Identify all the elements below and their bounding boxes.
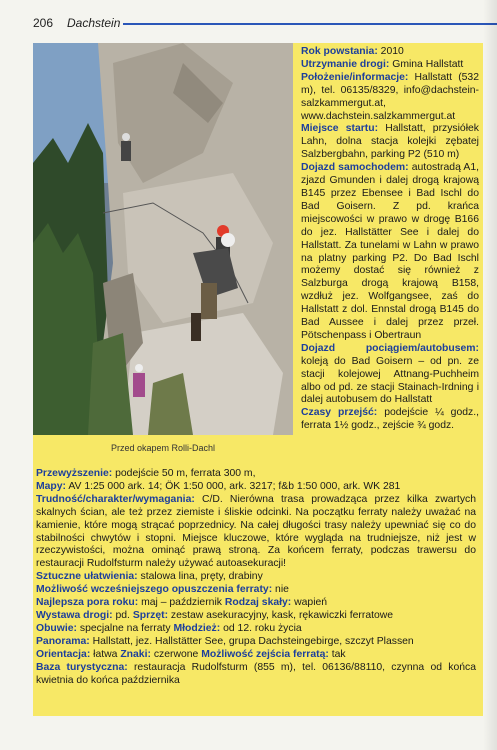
info-footwear-youth <box>36 623 476 636</box>
label: Rok powstania: <box>301 46 378 57</box>
info-elevation <box>36 468 476 481</box>
page-number: 206 <box>33 16 54 30</box>
label: Młodzież: <box>173 622 221 634</box>
value: restauracja Rudolfsturm (855 m), tel. 06136/88110, czynna od końca kwietnia do końca października <box>36 661 476 686</box>
label: Utrzymanie drogi: <box>301 58 390 70</box>
label: Obuwie: <box>36 622 77 634</box>
value: AV 1:25 000 ark. 14; ÖK 1:50 000, ark. 3217; f&b 1:50 000, ark. WK 281 <box>66 480 401 492</box>
right-info-column <box>301 46 479 433</box>
value: czerwone <box>150 648 202 660</box>
page-edge-shadow <box>483 0 497 750</box>
info-panel <box>33 43 483 716</box>
value: nie <box>272 584 289 596</box>
value: koleją do Bad Goisern – od pn. ze stacji kolejowej Attnang-Puchheim albo od pd. ze stacji Stainach-Irdning i dalej autobusem do Hallstatt <box>301 355 479 406</box>
header-rule <box>123 23 497 25</box>
label: Sprzęt: <box>132 609 169 621</box>
label: Wystawa drogi: <box>36 609 113 621</box>
value: pd. <box>112 609 133 621</box>
value: łatwa <box>90 648 121 660</box>
rock-face-illustration <box>33 43 293 435</box>
info-train-access <box>301 343 479 408</box>
label: Trudność/charakter/wymagania: <box>36 493 195 505</box>
info-exposure-gear <box>36 610 476 623</box>
label: Możliwość wcześniejszego opuszczenia ferraty: <box>36 584 273 596</box>
page-header <box>33 16 485 32</box>
info-base <box>36 662 476 688</box>
value: Gmina Hallstatt <box>389 58 464 70</box>
info-car-access <box>301 162 479 343</box>
value: od 12. roku życia <box>220 622 302 634</box>
section-title: Dachstein <box>67 16 121 30</box>
label: Najlepsza pora roku: <box>36 597 139 609</box>
info-times <box>301 407 479 433</box>
label: Panorama: <box>36 635 90 647</box>
value: 2010 <box>377 46 404 57</box>
info-early-exit <box>36 584 476 597</box>
value: C/D. Nierówna trasa prowadząca przez kilka zwartych skalnych ścian, ale też przez ziemiste i śliskie odcinki. Na początku ferraty należy uważać na kamienie, które mogą strącać poprzednicy. Na całej długości trasy należy upewniać się co do stabilności chwytów i stopni. Miejsce kluczowe, które wygląda na trudniejsze, niż jest w rzeczywistości, można ominąć prawą stroną. Za końcem ferraty, podczas trawersu do restauracji Rudolfsturm należy używać autoasekuracji! <box>36 493 476 570</box>
value: Hallstatt, jez. Hallstätter See, grupa Dachsteingebirge, szczyt Plassen <box>89 635 414 647</box>
value: Hallstatt (532 m), tel. 06135/8329, info@dachstein-salzkammergut.at, www.dachstein.salzkammergut.at <box>301 71 479 122</box>
photo-caption: Przed okapem Rolli-Dachl <box>110 443 216 453</box>
label: Orientacja: <box>36 648 91 660</box>
info-location <box>301 72 479 124</box>
label: Możliwość zejścia ferratą: <box>201 648 329 660</box>
label: Przewyższenie: <box>36 468 113 479</box>
value: maj – październik <box>138 597 225 609</box>
label: Położenie/informacje: <box>301 71 409 83</box>
value: Hallstatt, przysiółek Lahn, dolna stacja kolejki zębatej Salzbergbahn, parking P2 (510 m) <box>301 123 479 161</box>
value: podejście ¼ godz., ferrata 1½ godz., zejście ¾ godz. <box>301 407 479 432</box>
label: Baza turystyczna: <box>36 661 128 673</box>
value: zestaw asekuracyjny, kask, rękawiczki ferratowe <box>168 609 394 621</box>
label: Rodzaj skały: <box>224 597 292 609</box>
value: podejście 50 m, ferrata 300 m, <box>112 468 256 479</box>
info-start <box>301 123 479 162</box>
info-year <box>301 46 479 59</box>
value: stalowa lina, pręty, drabiny <box>137 571 263 583</box>
value: autostradą A1, zjazd Gmunden i dalej drogą krajową B145 przez Ebensee i Bad Ischl do Bad Goisern. Z pd. krańca miejscowości w prawo w drogę B166 do jez. Hallstätter See i dalej do Hallstatt. Za tunelami w Lahn w prawo na platny parking P2. Do Bad Ischl możemy dostać się również z Salzburga drogą krajową B158, wzdłuż jez. Wolfgangsee, zaś do Hallstatt z dol. Ennstal drogą B145 do Bad Aussee i dalej przez przeł. Pötschenpass i Obertraun <box>301 162 479 341</box>
info-season-rock <box>36 597 476 610</box>
label: Miejsce startu: <box>301 123 379 135</box>
bottom-info-block <box>36 468 476 687</box>
label: Dojazd pociągiem/autobusem: <box>301 342 479 354</box>
climbing-photo <box>33 43 293 435</box>
value: specjalne na ferraty <box>76 622 174 634</box>
value: tak <box>328 648 346 660</box>
info-panorama <box>36 636 476 649</box>
info-aids <box>36 571 476 584</box>
info-orientation <box>36 649 476 662</box>
info-maintenance <box>301 59 479 72</box>
label: Czasy przejść: <box>301 407 378 419</box>
label: Znaki: <box>120 648 151 660</box>
label: Dojazd samochodem: <box>301 162 409 174</box>
label: Sztuczne ułatwienia: <box>36 571 138 583</box>
info-difficulty <box>36 494 476 571</box>
value: wapień <box>291 597 328 609</box>
info-maps <box>36 481 476 494</box>
label: Mapy: <box>36 480 67 492</box>
